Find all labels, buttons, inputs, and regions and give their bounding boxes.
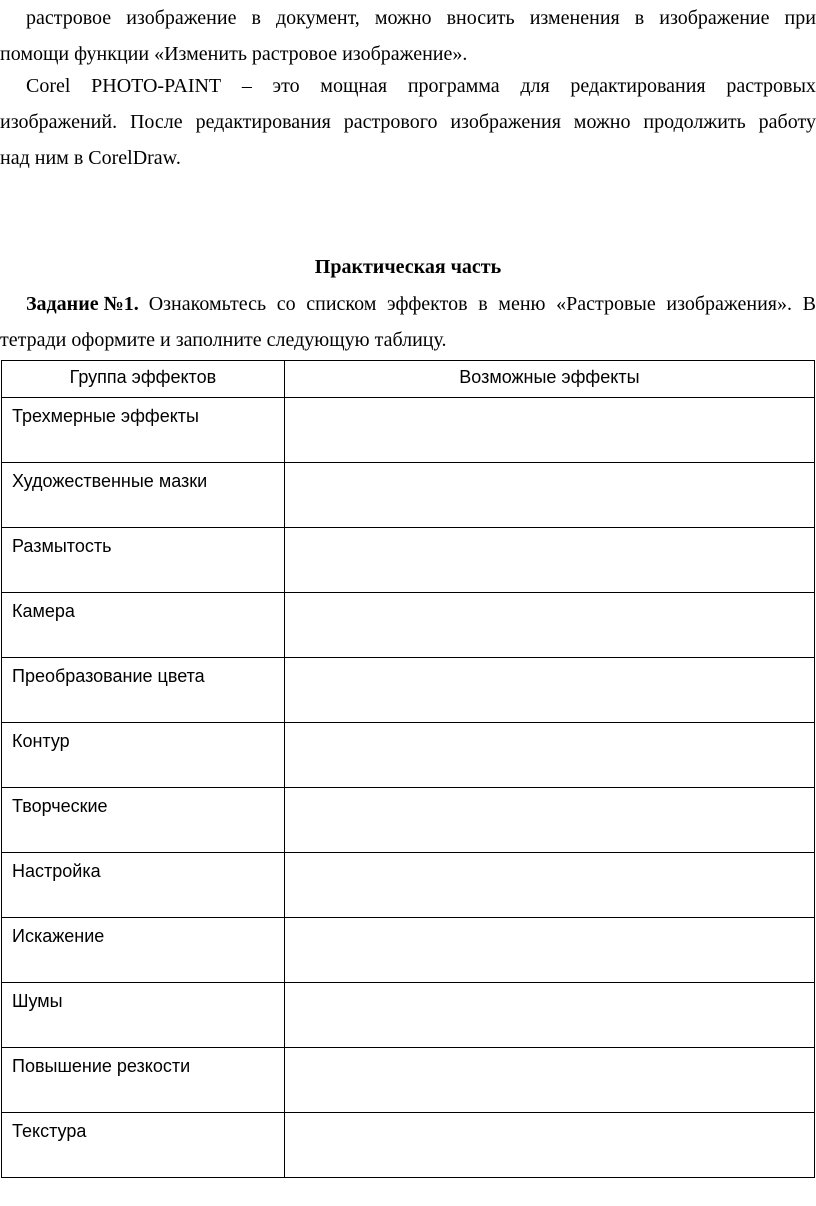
effect-group-label: Повышение резкости [12,1056,191,1076]
task-paragraph [0,286,816,358]
word: растровое [26,7,112,29]
section-title: Практическая часть [314,256,502,278]
table-row [2,463,815,528]
word: вносить [446,7,515,29]
word: эффектов [387,293,468,315]
task-line-1-rest [149,286,816,322]
table-row [2,1113,815,1178]
possible-effects-cell[interactable] [284,788,814,853]
word: в [634,7,645,29]
word: в [478,293,488,315]
word: меню [498,293,546,315]
effect-group-label: Искажение [12,926,105,946]
table-row [2,1048,815,1113]
header-possible-effects: Возможные эффекты [284,361,814,398]
word: изображение [659,7,770,29]
header-effect-group: Группа эффектов [2,361,285,398]
effect-group-label: Трехмерные эффекты [12,406,199,426]
intro-paragraph-2 [0,68,816,176]
effect-group-label: Преобразование цвета [12,666,205,686]
word: изображения». [666,293,792,315]
table-row [2,593,815,658]
word: редактирования [195,111,331,133]
table-row [2,398,815,463]
word: при [784,7,816,29]
effect-group-cell [2,463,285,528]
possible-effects-cell[interactable] [284,528,814,593]
word: После [129,111,183,133]
possible-effects-cell[interactable] [284,593,814,658]
p2-line-2 [0,104,816,140]
task-label: Задание №1. [26,293,139,315]
table-row [2,853,815,918]
word: мощная [320,75,388,97]
effect-group-cell [2,853,285,918]
word: изменения [529,7,620,29]
table-row [2,918,815,983]
possible-effects-cell[interactable] [284,463,814,528]
effect-group-cell [2,593,285,658]
effect-group-label: Творческие [12,796,108,816]
possible-effects-cell[interactable] [284,658,814,723]
possible-effects-cell[interactable] [284,853,814,918]
effect-group-label: Настройка [12,861,101,881]
word: программа [407,75,500,97]
possible-effects-cell[interactable] [284,723,814,788]
effect-group-cell [2,528,285,593]
effect-group-cell [2,983,285,1048]
word: можно [573,111,631,133]
possible-effects-cell[interactable] [284,398,814,463]
table-body [2,398,815,1178]
table-row [2,658,815,723]
word: изображение [126,7,237,29]
word: – [241,75,252,97]
word: продолжить [643,111,746,133]
word: растрового [343,111,438,133]
possible-effects-cell[interactable] [284,1048,814,1113]
word: Ознакомьтесь [148,293,267,315]
word: работу [758,111,816,133]
effects-table [1,360,815,1178]
effect-group-label: Текстура [12,1121,87,1141]
word: списком [306,293,377,315]
effect-group-label: Контур [12,731,70,751]
table-row [2,788,815,853]
word: для [520,75,550,97]
effect-group-label: Шумы [12,991,63,1011]
possible-effects-cell[interactable] [284,983,814,1048]
effect-group-label: Размытость [12,536,112,556]
word: редактирования [570,75,706,97]
effect-group-cell [2,398,285,463]
effect-group-cell [2,918,285,983]
table-row [2,723,815,788]
word: PHOTO-PAINT [91,75,222,97]
task-line-2: тетради оформите и заполните следующую таблицу. [0,329,447,351]
effect-group-cell [2,1113,285,1178]
effect-group-label: Камера [12,601,75,621]
word: это [272,75,300,97]
effect-group-label: Художественные мазки [12,471,208,491]
effect-group-cell [2,723,285,788]
table-row [2,983,815,1048]
word: «Растровые [556,293,656,315]
word: в [251,7,261,29]
possible-effects-cell[interactable] [284,918,814,983]
intro-paragraph-1 [0,0,816,72]
table-header-row [2,361,815,398]
effect-group-cell [2,1048,285,1113]
word: В [802,293,816,315]
word: Corel [26,75,71,97]
word: изображения [450,111,561,133]
effect-group-cell [2,788,285,853]
word: можно [374,7,432,29]
possible-effects-cell[interactable] [284,1113,814,1178]
p2-line-3: над ним в CorelDraw. [0,147,181,169]
word: изображений. [0,111,118,133]
effect-group-cell [2,658,285,723]
task-line-1 [0,286,816,322]
word: со [276,293,296,315]
p2-line-1 [0,68,816,104]
table-row [2,528,815,593]
p1-line-1 [0,0,816,36]
word: растровых [726,75,816,97]
p1-line-2: помощи функции «Изменить растровое изображение». [0,43,468,65]
word: документ, [275,7,360,29]
